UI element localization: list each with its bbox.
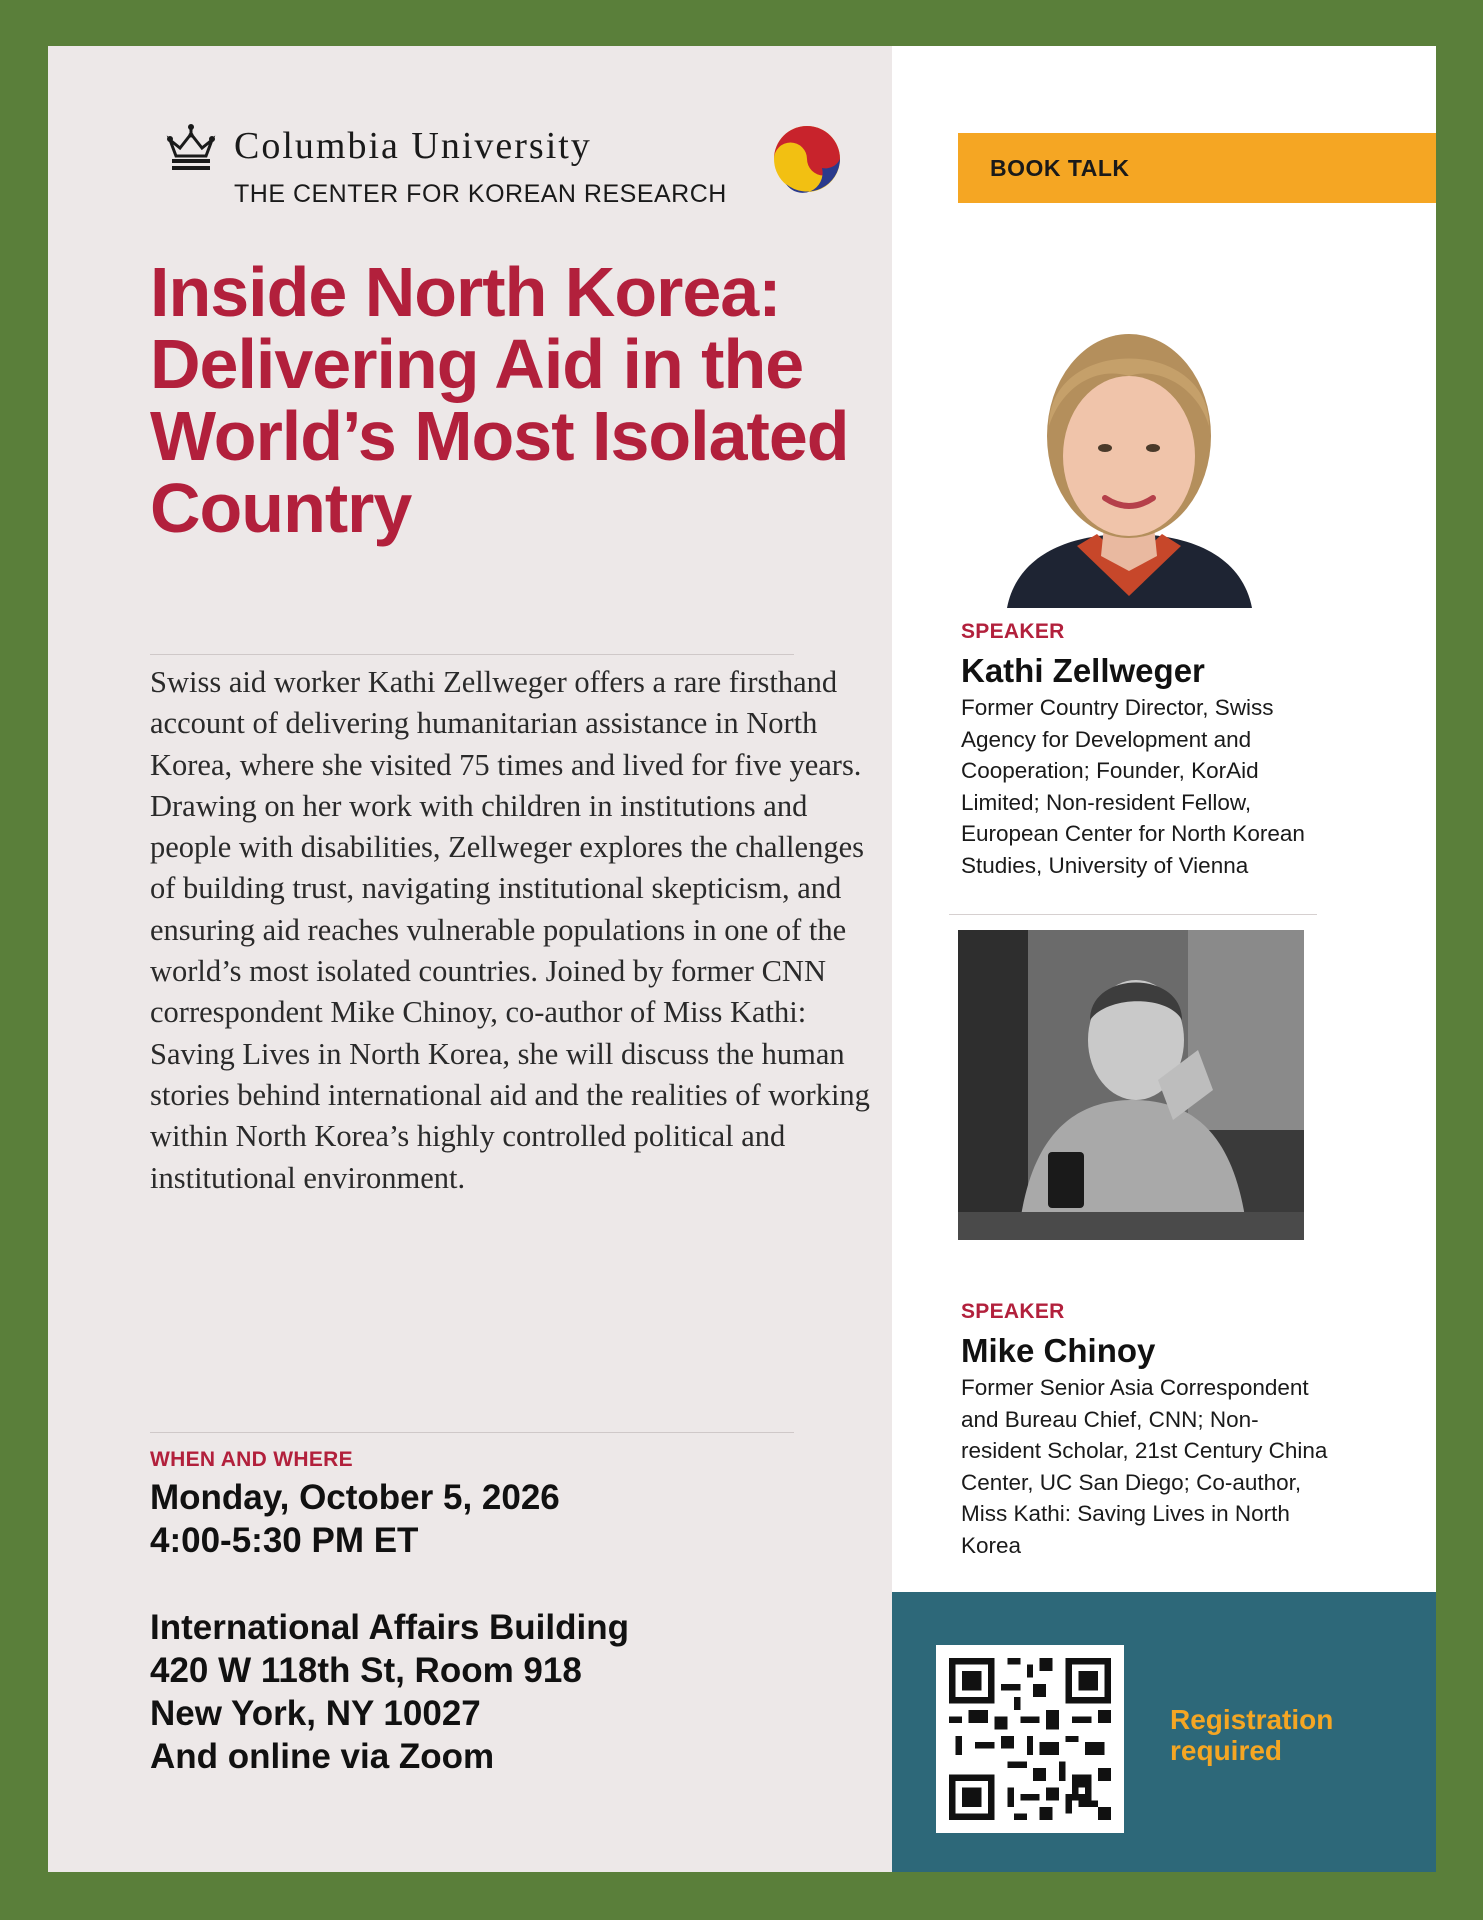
taegeuk-icon [772, 124, 842, 194]
speaker-divider [949, 914, 1317, 915]
speaker-name-zellweger: Kathi Zellweger [961, 652, 1205, 689]
registration-block [892, 1592, 1436, 1872]
event-title: Inside North Korea: Delivering Aid in the World’s Most Isolated Country [150, 253, 849, 547]
center-name: THE CENTER FOR KOREAN RESEARCH [234, 180, 727, 208]
book-talk-badge [958, 133, 1436, 203]
venue-city: New York, NY 10027 [150, 1694, 481, 1733]
event-poster [48, 46, 1436, 1872]
event-description: Swiss aid worker Kathi Zellweger offers a rare firsthand account of delivering humanitarian assistance in North Korea, where she visited 75 times and lived for five years. Drawing on her work with children in institutions and people with disabilities, Zellweger explores the challenges of building trust, navigating institutional skepticism, and ensuring aid reaches vulnerable populations in one of the world’s most isolated countries. Joined by former CNN correspondent Mike Chinoy, co-author of Miss Kathi: Saving Lives in North Korea, she will discuss the human stories behind international aid and the realities of working within North Korea’s highly controlled political and institutional environment. [150, 665, 870, 1195]
venue-online: And online via Zoom [150, 1737, 495, 1776]
university-name: Columbia University [234, 125, 592, 167]
venue-address: 420 W 118th St, Room 918 [150, 1651, 582, 1690]
when-where-label: WHEN AND WHERE [150, 1448, 353, 1471]
book-talk-label: BOOK TALK [990, 155, 1130, 181]
when-divider [150, 1432, 794, 1433]
speaker-label-2: SPEAKER [961, 1300, 1065, 1323]
speaker-bio-chinoy: Former Senior Asia Correspondent and Bureau Chief, CNN; Non-resident Scholar, 21st Century China Center, UC San Diego; Co-author, Miss Kathi: Saving Lives in North Korea [961, 1375, 1328, 1558]
speaker-photo-chinoy [958, 930, 1304, 1240]
event-date: Monday, October 5, 2026 [150, 1478, 560, 1517]
left-column [48, 46, 892, 1872]
registration-required-text: Registration required [1170, 1704, 1334, 1766]
venue-building: International Affairs Building [150, 1608, 629, 1647]
right-column [892, 46, 1436, 1872]
speaker-bio-zellweger: Former Country Director, Swiss Agency for Development and Cooperation; Founder, KorAid Limited; Non-resident Fellow, European Center for North Korean Studies, University of Vienna [961, 695, 1305, 878]
title-divider [150, 654, 794, 655]
event-time: 4:00-5:30 PM ET [150, 1521, 419, 1560]
speaker-label-1: SPEAKER [961, 620, 1065, 643]
crown-icon [164, 122, 218, 172]
qr-code-icon [936, 1645, 1124, 1833]
speaker-name-chinoy: Mike Chinoy [961, 1332, 1156, 1369]
columbia-logo [164, 122, 844, 232]
speaker-photo-zellweger [987, 266, 1272, 608]
registration-qr-code[interactable] [936, 1645, 1124, 1833]
